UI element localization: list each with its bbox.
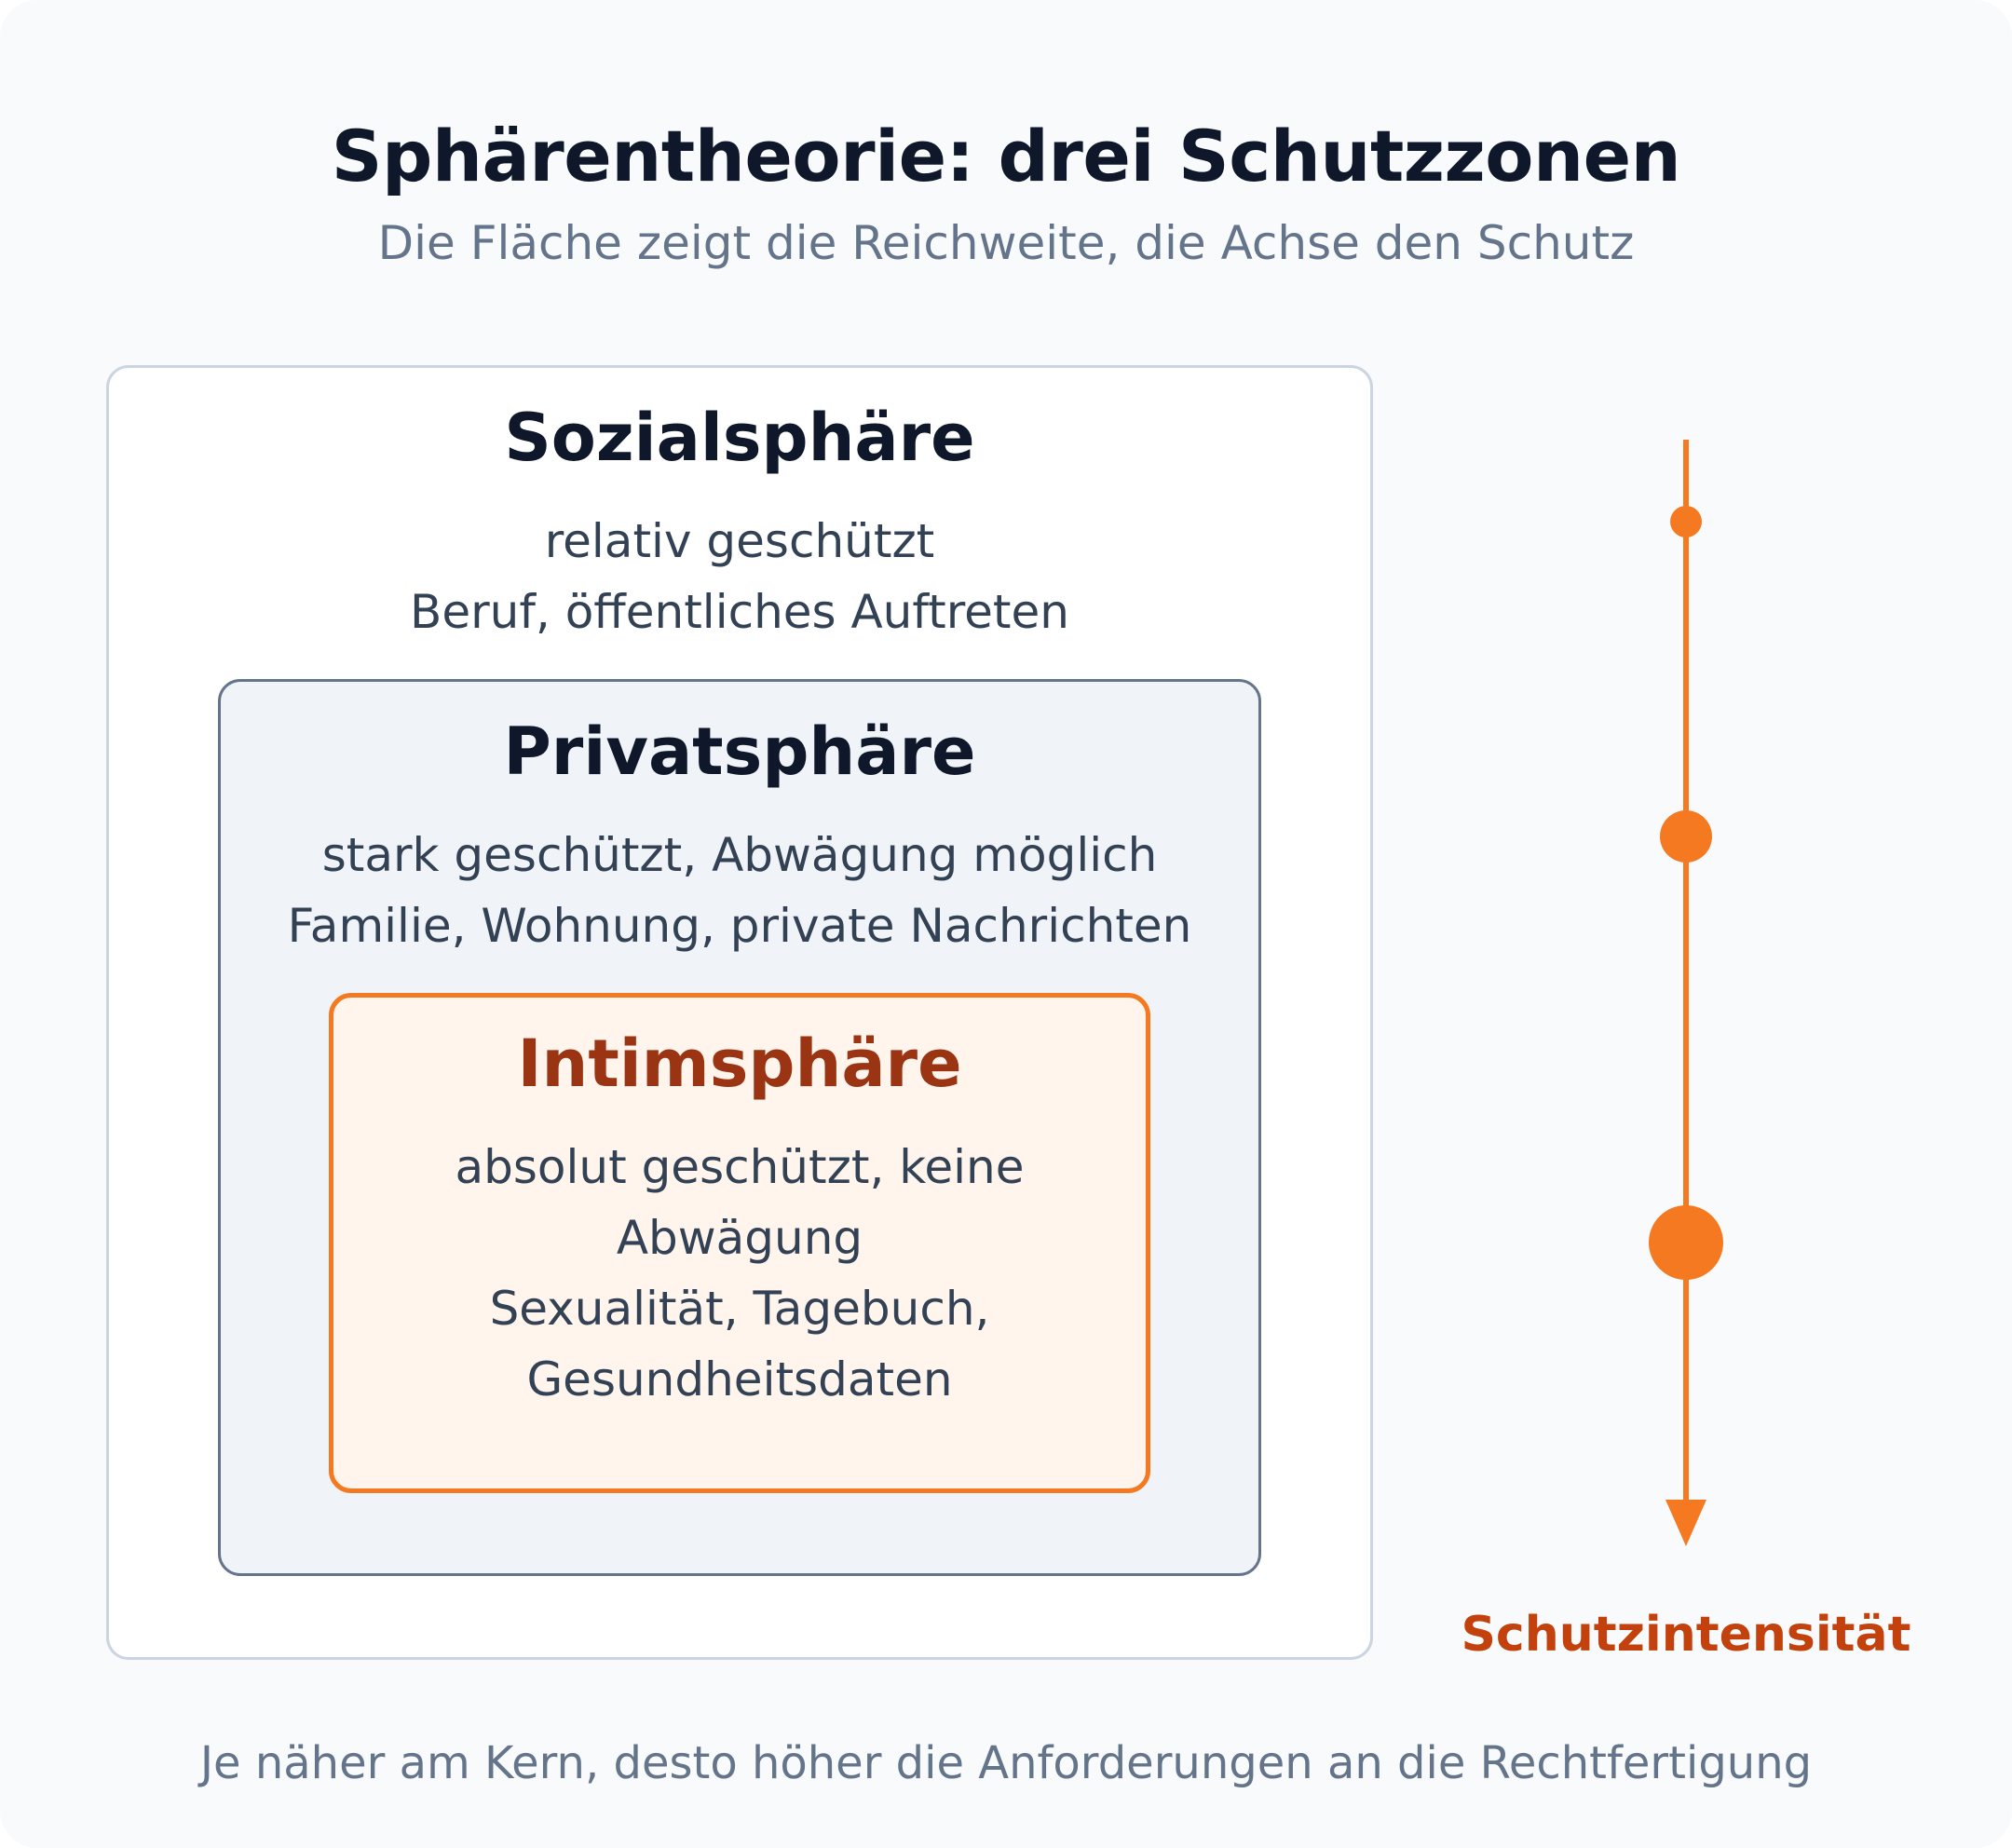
zone-private-examples: Familie, Wohnung, private Nachrichten <box>287 899 1192 953</box>
axis-marker-intimate <box>1649 1205 1723 1280</box>
axis-arrowhead <box>1665 1500 1706 1546</box>
axis-marker-private <box>1660 810 1712 863</box>
zone-intimate-examples: Sexualität, Tagebuch, Gesundheitsdaten <box>489 1282 990 1406</box>
axis-label: Schutzintensität <box>1461 1607 1911 1663</box>
zone-social-title: Sozialsphäre <box>504 400 975 476</box>
zone-private-description <box>221 820 1258 961</box>
axis-marker-social <box>1670 506 1702 537</box>
zone-social-examples: Beruf, öffentliches Auftreten <box>410 585 1069 639</box>
zone-social-protection: relativ geschützt <box>544 514 935 568</box>
protection-axis <box>1639 428 1733 1574</box>
page-title: Sphärentheorie: drei Schutzzonen <box>331 115 1681 197</box>
page-subtitle: Die Fläche zeigt die Reichweite, die Achse den Schutz <box>377 216 1635 270</box>
zone-intimate-protection: absolut geschützt, keine Abwägung <box>455 1140 1025 1265</box>
zone-intimate-title: Intimsphäre <box>517 1026 962 1102</box>
zone-intimate-description <box>371 1132 1108 1415</box>
footer-note: Je näher am Kern, desto höher die Anforderungen an die Rechtfertigung <box>199 1737 1813 1789</box>
zone-private-protection: stark geschützt, Abwägung möglich <box>321 828 1158 882</box>
zone-private-title: Privatsphäre <box>503 713 976 790</box>
zone-social-description <box>109 506 1370 647</box>
zone-intimate-sphere <box>329 993 1150 1493</box>
